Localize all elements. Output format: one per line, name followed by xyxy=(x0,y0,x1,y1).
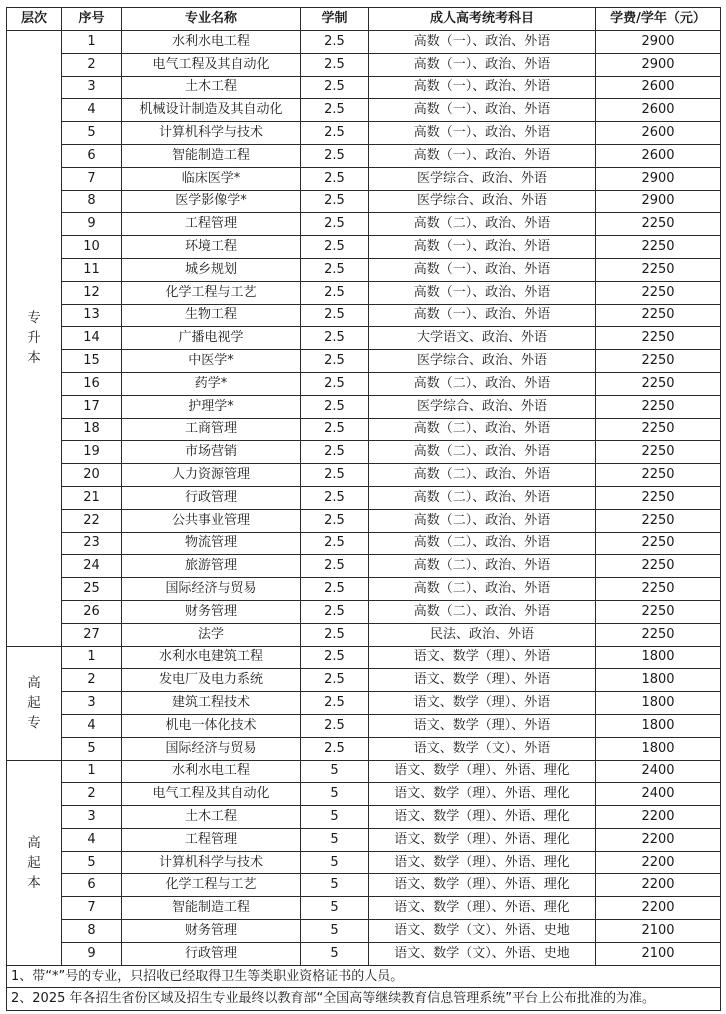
major-name: 市场营销 xyxy=(122,441,301,464)
tuition-fee: 2250 xyxy=(596,258,721,281)
row-number: 7 xyxy=(62,167,122,190)
tuition-fee: 2900 xyxy=(596,190,721,213)
duration: 5 xyxy=(301,897,369,920)
exam-subjects: 高数（一）、政治、外语 xyxy=(369,31,596,54)
header-row xyxy=(7,8,721,31)
table-row xyxy=(7,53,721,76)
tuition-fee: 2600 xyxy=(596,76,721,99)
duration: 2.5 xyxy=(301,144,369,167)
table-row xyxy=(7,395,721,418)
row-number: 2 xyxy=(62,53,122,76)
tuition-fee: 2900 xyxy=(596,167,721,190)
row-number: 5 xyxy=(62,851,122,874)
header-level: 层次 xyxy=(7,8,62,31)
row-number: 7 xyxy=(62,897,122,920)
duration: 2.5 xyxy=(301,372,369,395)
exam-subjects: 高数（二）、政治、外语 xyxy=(369,509,596,532)
table-row xyxy=(7,532,721,555)
tuition-fee: 2400 xyxy=(596,783,721,806)
row-number: 22 xyxy=(62,509,122,532)
row-number: 6 xyxy=(62,874,122,897)
table-row xyxy=(7,509,721,532)
row-number: 6 xyxy=(62,144,122,167)
row-number: 15 xyxy=(62,350,122,373)
exam-subjects: 医学综合、政治、外语 xyxy=(369,395,596,418)
duration: 5 xyxy=(301,828,369,851)
major-name: 环境工程 xyxy=(122,236,301,259)
duration: 2.5 xyxy=(301,600,369,623)
major-name: 计算机科学与技术 xyxy=(122,122,301,145)
tuition-fee: 2250 xyxy=(596,486,721,509)
exam-subjects: 语文、数学（理）、外语 xyxy=(369,646,596,669)
tuition-fee: 1800 xyxy=(596,737,721,760)
duration: 5 xyxy=(301,783,369,806)
major-name: 广播电视学 xyxy=(122,327,301,350)
exam-subjects: 高数（二）、政治、外语 xyxy=(369,418,596,441)
level-char: 本 xyxy=(27,350,41,367)
row-number: 23 xyxy=(62,532,122,555)
exam-subjects: 语文、数学（理）、外语、理化 xyxy=(369,828,596,851)
tuition-fee: 2200 xyxy=(596,806,721,829)
row-number: 1 xyxy=(62,646,122,669)
duration: 2.5 xyxy=(301,350,369,373)
duration: 2.5 xyxy=(301,441,369,464)
exam-subjects: 语文、数学（理）、外语、理化 xyxy=(369,806,596,829)
exam-subjects: 语文、数学（理）、外语 xyxy=(369,669,596,692)
level-cell xyxy=(7,760,62,965)
duration: 2.5 xyxy=(301,190,369,213)
major-name: 电气工程及其自动化 xyxy=(122,783,301,806)
table-row xyxy=(7,806,721,829)
major-name: 财务管理 xyxy=(122,600,301,623)
exam-subjects: 语文、数学（文）、外语 xyxy=(369,737,596,760)
row-number: 2 xyxy=(62,783,122,806)
table-row xyxy=(7,578,721,601)
level-char: 起 xyxy=(27,854,41,871)
major-name: 化学工程与工艺 xyxy=(122,281,301,304)
row-number: 19 xyxy=(62,441,122,464)
level-char: 专 xyxy=(27,715,41,731)
row-number: 17 xyxy=(62,395,122,418)
table-row xyxy=(7,555,721,578)
duration: 2.5 xyxy=(301,464,369,487)
exam-subjects: 医学综合、政治、外语 xyxy=(369,167,596,190)
table-row xyxy=(7,144,721,167)
duration: 2.5 xyxy=(301,122,369,145)
duration: 2.5 xyxy=(301,737,369,760)
tuition-fee: 2250 xyxy=(596,600,721,623)
duration: 2.5 xyxy=(301,327,369,350)
row-number: 13 xyxy=(62,304,122,327)
row-number: 3 xyxy=(62,76,122,99)
duration: 2.5 xyxy=(301,509,369,532)
major-name: 土木工程 xyxy=(122,806,301,829)
major-name: 财务管理 xyxy=(122,920,301,943)
table-body xyxy=(7,31,721,966)
duration: 5 xyxy=(301,851,369,874)
duration: 5 xyxy=(301,760,369,783)
level-char: 高 xyxy=(27,834,41,851)
major-name: 机械设计制造及其自动化 xyxy=(122,99,301,122)
table-row xyxy=(7,942,721,965)
row-number: 8 xyxy=(62,190,122,213)
tuition-fee: 2900 xyxy=(596,31,721,54)
tuition-fee: 2250 xyxy=(596,281,721,304)
exam-subjects: 语文、数学（理）、外语 xyxy=(369,692,596,715)
header-duration: 学制 xyxy=(301,8,369,31)
table-row xyxy=(7,783,721,806)
tuition-fee: 2200 xyxy=(596,874,721,897)
tuition-fee: 2200 xyxy=(596,851,721,874)
tuition-fee: 2250 xyxy=(596,213,721,236)
tuition-fee: 2250 xyxy=(596,441,721,464)
major-name: 电气工程及其自动化 xyxy=(122,53,301,76)
duration: 5 xyxy=(301,806,369,829)
duration: 2.5 xyxy=(301,31,369,54)
major-name: 临床医学* xyxy=(122,167,301,190)
header-tuition: 学费/学年（元） xyxy=(596,8,721,31)
exam-subjects: 民法、政治、外语 xyxy=(369,623,596,646)
major-name: 物流管理 xyxy=(122,532,301,555)
tuition-fee: 2600 xyxy=(596,144,721,167)
exam-subjects: 高数（二）、政治、外语 xyxy=(369,464,596,487)
exam-subjects: 高数（一）、政治、外语 xyxy=(369,281,596,304)
row-number: 18 xyxy=(62,418,122,441)
tuition-fee: 2250 xyxy=(596,464,721,487)
duration: 2.5 xyxy=(301,692,369,715)
tuition-fee: 2900 xyxy=(596,53,721,76)
table-row xyxy=(7,281,721,304)
exam-subjects: 高数（一）、政治、外语 xyxy=(369,144,596,167)
table-row xyxy=(7,122,721,145)
major-name: 工商管理 xyxy=(122,418,301,441)
table-row xyxy=(7,31,721,54)
row-number: 4 xyxy=(62,828,122,851)
duration: 5 xyxy=(301,920,369,943)
tuition-fee: 2200 xyxy=(596,828,721,851)
row-number: 26 xyxy=(62,600,122,623)
row-number: 27 xyxy=(62,623,122,646)
duration: 2.5 xyxy=(301,258,369,281)
tuition-fee: 2250 xyxy=(596,418,721,441)
level-cell xyxy=(7,31,62,647)
table-row xyxy=(7,486,721,509)
duration: 2.5 xyxy=(301,532,369,555)
exam-subjects: 语文、数学（理）、外语 xyxy=(369,714,596,737)
tuition-fee: 2100 xyxy=(596,920,721,943)
row-number: 14 xyxy=(62,327,122,350)
tuition-fee: 1800 xyxy=(596,646,721,669)
table-row xyxy=(7,327,721,350)
exam-subjects: 高数（二）、政治、外语 xyxy=(369,578,596,601)
major-name: 生物工程 xyxy=(122,304,301,327)
exam-subjects: 大学语文、政治、外语 xyxy=(369,327,596,350)
major-name: 水利水电工程 xyxy=(122,31,301,54)
tuition-fee: 1800 xyxy=(596,669,721,692)
exam-subjects: 语文、数学（文）、外语、史地 xyxy=(369,942,596,965)
major-name: 工程管理 xyxy=(122,213,301,236)
table-row xyxy=(7,304,721,327)
exam-subjects: 高数（一）、政治、外语 xyxy=(369,236,596,259)
major-name: 旅游管理 xyxy=(122,555,301,578)
exam-subjects: 医学综合、政治、外语 xyxy=(369,190,596,213)
header-number: 序号 xyxy=(62,8,122,31)
major-name: 发电厂及电力系统 xyxy=(122,669,301,692)
duration: 2.5 xyxy=(301,99,369,122)
exam-subjects: 语文、数学（理）、外语、理化 xyxy=(369,760,596,783)
row-number: 25 xyxy=(62,578,122,601)
major-name: 公共事业管理 xyxy=(122,509,301,532)
row-number: 10 xyxy=(62,236,122,259)
duration: 2.5 xyxy=(301,486,369,509)
row-number: 9 xyxy=(62,942,122,965)
table-row xyxy=(7,213,721,236)
note-row xyxy=(7,988,721,1011)
row-number: 5 xyxy=(62,737,122,760)
major-name: 智能制造工程 xyxy=(122,897,301,920)
row-number: 3 xyxy=(62,692,122,715)
exam-subjects: 高数（二）、政治、外语 xyxy=(369,532,596,555)
duration: 2.5 xyxy=(301,555,369,578)
table-row xyxy=(7,258,721,281)
note-row xyxy=(7,965,721,988)
level-char: 高 xyxy=(27,675,41,691)
row-number: 1 xyxy=(62,31,122,54)
exam-subjects: 高数（一）、政治、外语 xyxy=(369,76,596,99)
table-row xyxy=(7,760,721,783)
major-name: 水利水电建筑工程 xyxy=(122,646,301,669)
table-row xyxy=(7,600,721,623)
exam-subjects: 语文、数学（理）、外语、理化 xyxy=(369,897,596,920)
table-row xyxy=(7,692,721,715)
duration: 2.5 xyxy=(301,669,369,692)
row-number: 20 xyxy=(62,464,122,487)
exam-subjects: 语文、数学（文）、外语、史地 xyxy=(369,920,596,943)
exam-subjects: 高数（二）、政治、外语 xyxy=(369,600,596,623)
exam-subjects: 高数（一）、政治、外语 xyxy=(369,258,596,281)
duration: 5 xyxy=(301,942,369,965)
duration: 2.5 xyxy=(301,76,369,99)
tuition-fee: 2250 xyxy=(596,327,721,350)
major-name: 智能制造工程 xyxy=(122,144,301,167)
major-name: 国际经济与贸易 xyxy=(122,737,301,760)
row-number: 11 xyxy=(62,258,122,281)
tuition-fee: 2250 xyxy=(596,395,721,418)
level-char: 专 xyxy=(27,310,41,327)
duration: 2.5 xyxy=(301,167,369,190)
table-row xyxy=(7,464,721,487)
tuition-fee: 1800 xyxy=(596,714,721,737)
duration: 2.5 xyxy=(301,714,369,737)
duration: 2.5 xyxy=(301,418,369,441)
exam-subjects: 语文、数学（理）、外语、理化 xyxy=(369,874,596,897)
level-char: 本 xyxy=(27,874,41,891)
tuition-fee: 2250 xyxy=(596,350,721,373)
table-row xyxy=(7,418,721,441)
duration: 2.5 xyxy=(301,53,369,76)
level-cell xyxy=(7,646,62,760)
tuition-fee: 2400 xyxy=(596,760,721,783)
duration: 2.5 xyxy=(301,213,369,236)
table-row xyxy=(7,441,721,464)
duration: 2.5 xyxy=(301,395,369,418)
level-char: 起 xyxy=(27,695,41,711)
row-number: 24 xyxy=(62,555,122,578)
major-name: 水利水电工程 xyxy=(122,760,301,783)
tuition-fee: 2600 xyxy=(596,99,721,122)
row-number: 16 xyxy=(62,372,122,395)
tuition-fee: 2250 xyxy=(596,555,721,578)
row-number: 8 xyxy=(62,920,122,943)
tuition-fee: 2100 xyxy=(596,942,721,965)
major-name: 城乡规划 xyxy=(122,258,301,281)
duration: 5 xyxy=(301,874,369,897)
major-name: 国际经济与贸易 xyxy=(122,578,301,601)
row-number: 4 xyxy=(62,714,122,737)
exam-subjects: 高数（二）、政治、外语 xyxy=(369,372,596,395)
major-name: 土木工程 xyxy=(122,76,301,99)
exam-subjects: 高数（二）、政治、外语 xyxy=(369,486,596,509)
row-number: 4 xyxy=(62,99,122,122)
duration: 2.5 xyxy=(301,578,369,601)
tuition-fee: 2250 xyxy=(596,236,721,259)
table-row xyxy=(7,190,721,213)
row-number: 9 xyxy=(62,213,122,236)
note-2: 2、2025 年各招生省份区域及招生专业最终以教育部“全国高等继续教育信息管理系统”平台上公布批准的为准。 xyxy=(7,988,721,1011)
major-name: 化学工程与工艺 xyxy=(122,874,301,897)
row-number: 21 xyxy=(62,486,122,509)
tuition-fee: 2250 xyxy=(596,532,721,555)
exam-subjects: 高数（一）、政治、外语 xyxy=(369,53,596,76)
table-row xyxy=(7,828,721,851)
major-name: 行政管理 xyxy=(122,942,301,965)
duration: 2.5 xyxy=(301,281,369,304)
tuition-fee: 1800 xyxy=(596,692,721,715)
header-major: 专业名称 xyxy=(122,8,301,31)
tuition-fee: 2250 xyxy=(596,623,721,646)
table-row xyxy=(7,737,721,760)
exam-subjects: 高数（二）、政治、外语 xyxy=(369,441,596,464)
exam-subjects: 语文、数学（理）、外语、理化 xyxy=(369,783,596,806)
major-name: 行政管理 xyxy=(122,486,301,509)
table-row xyxy=(7,167,721,190)
exam-subjects: 高数（二）、政治、外语 xyxy=(369,213,596,236)
tuition-fee: 2200 xyxy=(596,897,721,920)
table-row xyxy=(7,372,721,395)
duration: 2.5 xyxy=(301,236,369,259)
table-row xyxy=(7,851,721,874)
table-row xyxy=(7,874,721,897)
enrollment-table xyxy=(6,7,721,1011)
table-row xyxy=(7,236,721,259)
major-name: 医学影像学* xyxy=(122,190,301,213)
level-char: 升 xyxy=(27,330,41,347)
row-number: 5 xyxy=(62,122,122,145)
exam-subjects: 高数（一）、政治、外语 xyxy=(369,304,596,327)
major-name: 机电一体化技术 xyxy=(122,714,301,737)
exam-subjects: 高数（二）、政治、外语 xyxy=(369,555,596,578)
major-name: 药学* xyxy=(122,372,301,395)
tuition-fee: 2250 xyxy=(596,304,721,327)
row-number: 12 xyxy=(62,281,122,304)
note-1: 1、带“*”号的专业，只招收已经取得卫生等类职业资格证书的人员。 xyxy=(7,965,721,988)
duration: 2.5 xyxy=(301,304,369,327)
exam-subjects: 语文、数学（理）、外语、理化 xyxy=(369,851,596,874)
tuition-fee: 2250 xyxy=(596,372,721,395)
table-row xyxy=(7,920,721,943)
table-row xyxy=(7,897,721,920)
major-name: 法学 xyxy=(122,623,301,646)
duration: 2.5 xyxy=(301,623,369,646)
header-exam-subjects: 成人高考统考科目 xyxy=(369,8,596,31)
major-name: 计算机科学与技术 xyxy=(122,851,301,874)
table-row xyxy=(7,646,721,669)
exam-subjects: 高数（一）、政治、外语 xyxy=(369,122,596,145)
tuition-fee: 2250 xyxy=(596,578,721,601)
table-row xyxy=(7,350,721,373)
tuition-fee: 2600 xyxy=(596,122,721,145)
major-name: 护理学* xyxy=(122,395,301,418)
major-name: 建筑工程技术 xyxy=(122,692,301,715)
major-name: 人力资源管理 xyxy=(122,464,301,487)
major-name: 工程管理 xyxy=(122,828,301,851)
tuition-fee: 2250 xyxy=(596,509,721,532)
exam-subjects: 医学综合、政治、外语 xyxy=(369,350,596,373)
row-number: 2 xyxy=(62,669,122,692)
table-row xyxy=(7,99,721,122)
duration: 2.5 xyxy=(301,646,369,669)
table-row xyxy=(7,669,721,692)
table-row xyxy=(7,76,721,99)
row-number: 3 xyxy=(62,806,122,829)
table-row xyxy=(7,714,721,737)
table-row xyxy=(7,623,721,646)
exam-subjects: 高数（一）、政治、外语 xyxy=(369,99,596,122)
major-name: 中医学* xyxy=(122,350,301,373)
row-number: 1 xyxy=(62,760,122,783)
